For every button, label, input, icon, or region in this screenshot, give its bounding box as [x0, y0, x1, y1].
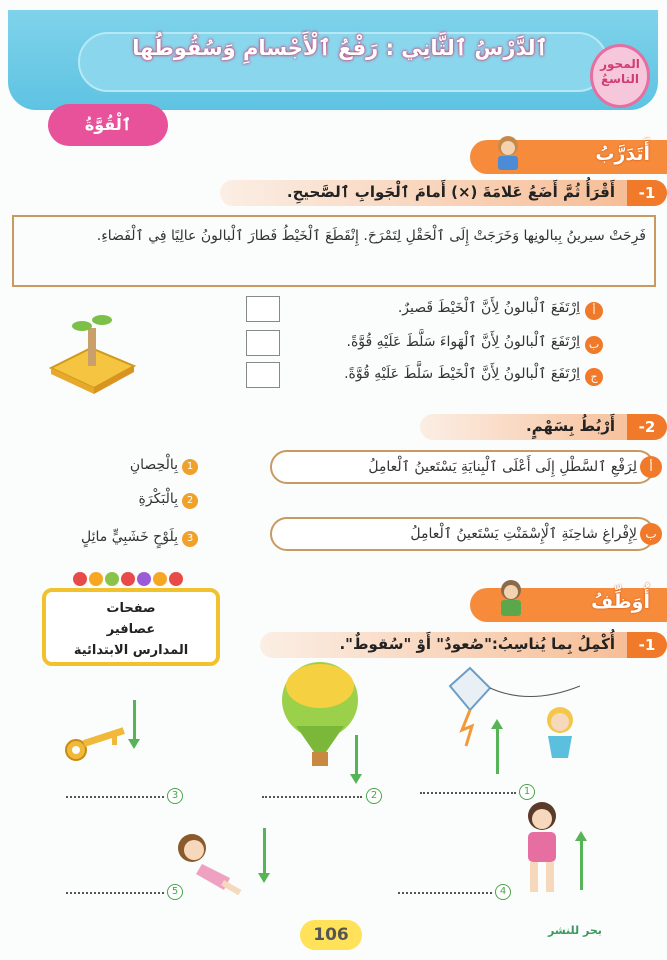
child-reading-icon [490, 132, 526, 172]
question-number: -1 [627, 632, 667, 658]
answer-blank[interactable] [262, 796, 362, 798]
publisher-logo: بحر للنشر [548, 924, 602, 937]
page-number: 106 [300, 920, 362, 950]
fruit-decoration-icon [70, 568, 190, 590]
blank-number: 2 [366, 788, 382, 804]
question-text: أَقْرَأُ ثُمَّ أَضَعُ عَلامَةَ (×) أَمامَ ٱلْجَوابِ ٱلصَّحيحِ. [286, 183, 615, 201]
question-text: أُكْمِلُ بِما يُناسِبُ:"صُعودٌ" أَوْ "سُقوطٌ". [339, 635, 615, 653]
match-number: 1 [182, 459, 198, 475]
logo-line: المدارس الابتدائية [73, 643, 189, 658]
match-left-item[interactable]: لِإِفْراغِ شاحِنَةِ ٱلْإِسْمَنْتِ يَسْتَعينُ ٱلْعامِلُ [270, 517, 655, 551]
answer-blank[interactable] [420, 792, 516, 794]
header-banner [8, 10, 658, 110]
match-number: 3 [182, 531, 198, 547]
question-text: أَرْبُطُ بِسَهْمٍ. [526, 417, 615, 435]
girl-standing-icon [512, 798, 572, 902]
match-letter: ب [640, 523, 662, 545]
match-right-item[interactable]: بِالْحِصانِ [129, 457, 178, 473]
watermark-logo [42, 588, 220, 666]
answer-checkbox[interactable] [246, 330, 280, 356]
blank-number: 5 [167, 884, 183, 900]
blank-number: 4 [495, 884, 511, 900]
arrow-up [580, 840, 583, 890]
section-practice-title: أَتَدَرَّبُ [595, 143, 650, 165]
topic-badge: ٱلْقُوَّةُ [48, 104, 168, 146]
logo-line: عصافير [106, 622, 156, 637]
question-number: -1 [627, 180, 667, 206]
option-text: اِرْتَفَعَ ٱلْبالونُ لِأَنَّ ٱلْخَيْطَ سَلَّطَ عَلَيْهِ قُوَّةً. [344, 366, 580, 382]
match-letter: أ [640, 456, 662, 478]
axis-number: التاسعُ [600, 72, 640, 86]
key-icon [62, 722, 132, 766]
kite-girl-icon [440, 666, 590, 766]
arrow-down [133, 700, 136, 740]
match-right-item[interactable]: بِالْبَكْرَةِ [138, 491, 178, 507]
match-left-item[interactable]: لِرَفْعِ ٱلسَّطْلِ إِلَى أَعْلَى ٱلْبِنايَةِ يَسْتَعينُ ٱلْعامِلُ [270, 450, 655, 484]
section-apply-title: أُوَظِّفُ [591, 591, 650, 613]
option-letter: أ [585, 302, 603, 320]
answer-checkbox[interactable] [246, 296, 280, 322]
option-letter: ج [585, 368, 603, 386]
arrow-down [355, 735, 358, 775]
answer-blank[interactable] [398, 892, 492, 894]
option-letter: ب [585, 336, 603, 354]
hot-air-balloon-icon [278, 660, 362, 770]
lesson-title: ٱلدَّرْسُ ٱلثَّانِي : رَفْعُ ٱلْأَجْسامِ وَسُقُوطُها [132, 36, 548, 60]
axis-badge [590, 44, 650, 108]
axis-label: المحور [600, 57, 640, 71]
option-text: اِرْتَفَعَ ٱلْبالونُ لِأَنَّ ٱلْهَواءَ سَلَّطَ عَلَيْهِ قُوَّةً. [346, 334, 580, 350]
book-plant-illustration [46, 308, 136, 394]
blank-number: 3 [167, 788, 183, 804]
child-icon [494, 578, 528, 620]
match-right-item[interactable]: بِلَوْحٍ خَشَبِيٍّ مائِلٍ [80, 529, 178, 545]
reading-passage: فَرِحَتْ سيرينُ بِبالونِها وَخَرَجَتْ إِلَى ٱلْحَقْلِ لِتَمْرَحَ. إِنْقَطَعَ ٱلْخَيْطُ فَطارَ ٱلْبالونُ عالِيًا فِي ٱلْفَضاءِ. [12, 215, 656, 287]
arrow-down [263, 828, 266, 874]
logo-line: صفحات [106, 601, 156, 616]
option-text: اِرْتَفَعَ ٱلْبالونُ لِأَنَّ ٱلْخَيْطَ قَصيرٌ. [397, 300, 580, 316]
blank-number: 1 [519, 784, 535, 800]
answer-blank[interactable] [66, 796, 164, 798]
answer-blank[interactable] [66, 892, 164, 894]
match-number: 2 [182, 493, 198, 509]
question-number: -2 [627, 414, 667, 440]
answer-checkbox[interactable] [246, 362, 280, 388]
arrow-up [496, 728, 499, 774]
